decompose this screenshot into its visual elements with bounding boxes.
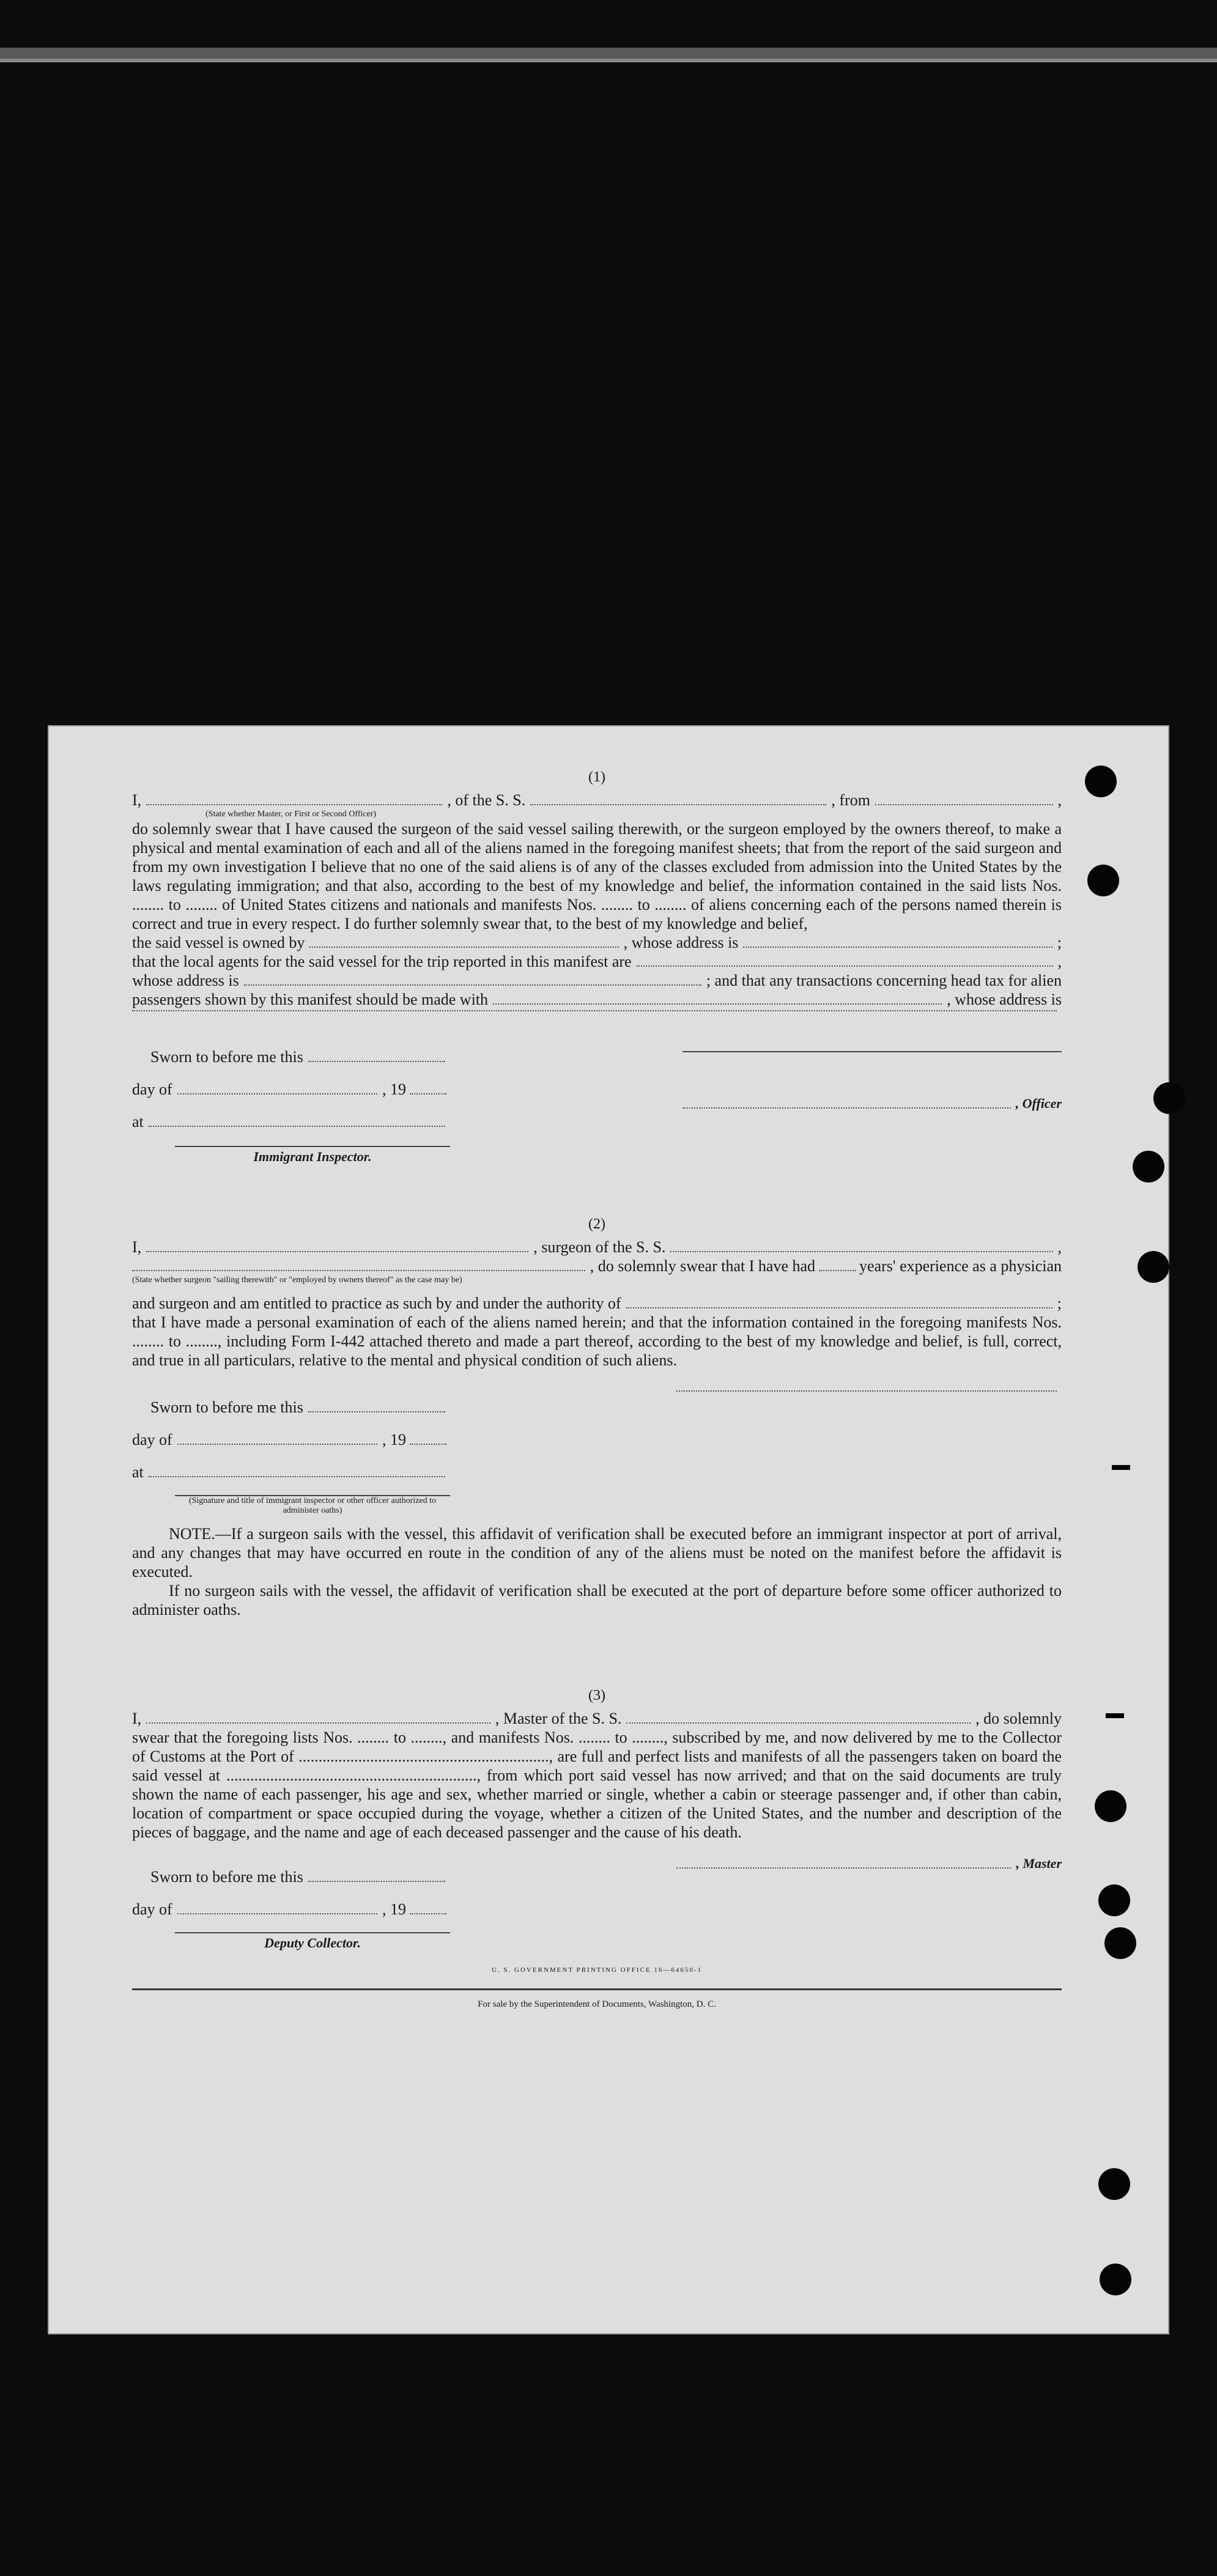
master-line xyxy=(132,1709,1062,1728)
affidavit-form xyxy=(132,764,1062,2014)
at-line xyxy=(132,1463,450,1482)
label-year: , 19 xyxy=(382,1900,406,1918)
label-of-ss: , of the S. S. xyxy=(447,791,526,809)
binder-hole xyxy=(1104,1927,1136,1959)
label-i: I, xyxy=(132,791,142,809)
agents-address-line xyxy=(132,971,1062,990)
sworn-line xyxy=(150,1867,450,1886)
officer-caption: (State whether Master, or First or Second Officer) xyxy=(205,810,377,819)
surgeon-oath-line: I, , surgeon of the S. S. , xyxy=(132,1238,1062,1256)
note-paragraph-2: If no surgeon sails with the vessel, the affidavit of verification shall be executed at the port of departure before some officer authorized to administer oaths. xyxy=(132,1582,1062,1618)
section-number: (3) xyxy=(588,1688,605,1703)
label-experience: , do solemnly swear that I have had xyxy=(590,1257,816,1275)
surgeon-caption: (State whether surgeon "sailing therewith" or "employed by owners thereof" as the case may be) xyxy=(132,1275,462,1285)
binder-hole xyxy=(1133,1151,1164,1183)
master-oath-line: I, , of the S. S. , from , xyxy=(132,791,1062,809)
officer-signature xyxy=(682,1040,1062,1166)
agents-field[interactable] xyxy=(637,965,1053,967)
years-field[interactable] xyxy=(819,1270,856,1271)
master-title: , Master xyxy=(1016,1856,1062,1871)
label-day-of: day of xyxy=(132,1080,172,1098)
note-paragraph xyxy=(132,1524,1062,1581)
label-party-address: , whose address is xyxy=(947,991,1062,1008)
label-from: , from xyxy=(831,791,870,809)
binder-hole xyxy=(1085,766,1117,797)
sworn-line xyxy=(150,1047,450,1066)
footer-rule xyxy=(132,1988,1062,1990)
surgeon-name-field[interactable] xyxy=(146,1251,528,1252)
year-field[interactable] xyxy=(410,1444,446,1445)
year-field[interactable] xyxy=(410,1913,446,1914)
passengers-line xyxy=(132,990,1062,1009)
section-number: (2) xyxy=(588,1216,605,1232)
label-i: I, xyxy=(132,1238,142,1256)
surgeon-experience-line xyxy=(132,1257,1062,1275)
label-sworn: Sworn to before me this xyxy=(150,1048,303,1066)
owner-line: the said vessel is owned by , whose address is ; xyxy=(132,934,1062,951)
film-edge-strip xyxy=(0,59,1217,62)
label-agents-address: whose address is xyxy=(132,972,239,989)
label-day-of: day of xyxy=(132,1900,172,1918)
label-surgeon-of-ss: , surgeon of the S. S. xyxy=(533,1238,666,1256)
label-sworn: Sworn to before me this xyxy=(150,1868,303,1886)
officer-caption-block xyxy=(175,1495,450,1516)
authority-line: and surgeon and am entitled to practice as such by and under the authority of ; xyxy=(132,1294,1062,1312)
head-tax-party-field[interactable] xyxy=(493,1003,942,1005)
master-vessel-field[interactable] xyxy=(626,1722,971,1724)
jurat-left xyxy=(132,1854,450,1952)
note-label: NOTE. xyxy=(169,1525,215,1543)
label-at: at xyxy=(132,1113,144,1131)
authority-field[interactable] xyxy=(626,1307,1052,1308)
label-passengers: passengers shown by this manifest should be made with xyxy=(132,991,489,1008)
officer-signature-line-1[interactable] xyxy=(682,1051,1062,1052)
master-signature xyxy=(676,1854,1062,1952)
month-field[interactable] xyxy=(177,1913,377,1914)
collector-signature xyxy=(175,1932,450,1952)
label-head-tax: ; and that any transactions concerning head tax for alien xyxy=(706,972,1062,989)
label-solemnly: , do solemnly xyxy=(975,1710,1062,1727)
master-signature-field[interactable] xyxy=(676,1867,1011,1869)
edge-mark xyxy=(1106,1713,1124,1718)
agents-address-field[interactable] xyxy=(244,984,701,986)
note-text: —If a surgeon sails with the vessel, this affidavit of verification shall be executed before an immigrant inspector at port of arrival, and any changes that may have occurred en route in the condition of any of the aliens must be noted on the manifest before the affidavit is executed. xyxy=(132,1525,1062,1581)
owner-address-field[interactable] xyxy=(743,947,1052,948)
label-at: at xyxy=(132,1463,144,1481)
officer-line xyxy=(682,1094,1062,1113)
jurat-block-1 xyxy=(132,1034,1062,1166)
surgeon-vessel-field[interactable] xyxy=(670,1251,1052,1252)
collector-title: Deputy Collector. xyxy=(264,1935,361,1950)
label-authority: and surgeon and am entitled to practice as such by and under the authority of xyxy=(132,1294,621,1312)
binder-hole xyxy=(1087,865,1119,896)
month-field[interactable] xyxy=(177,1093,377,1094)
printing-office-imprint: U. S. GOVERNMENT PRINTING OFFICE 16—64650-1 xyxy=(491,1966,702,1974)
surgeon-signature-field[interactable] xyxy=(676,1390,1057,1392)
departure-port-field[interactable] xyxy=(875,804,1053,805)
edge-mark xyxy=(1112,1465,1130,1470)
binder-hole xyxy=(1100,2264,1131,2295)
day-line xyxy=(132,1900,450,1919)
binder-hole xyxy=(1098,1884,1130,1916)
month-field[interactable] xyxy=(177,1444,377,1445)
party-address-line xyxy=(132,1010,1062,1016)
label-physician: years' experience as a physician xyxy=(859,1257,1062,1275)
party-address-field[interactable] xyxy=(132,1010,1057,1011)
binder-hole xyxy=(1095,1790,1126,1822)
officer-name-field[interactable] xyxy=(146,804,442,805)
sworn-line xyxy=(150,1398,450,1417)
label-year: , 19 xyxy=(382,1080,406,1098)
label-i: I, xyxy=(132,1710,142,1727)
master-oath-body: swear that the foregoing lists Nos. ........ to ........, and manifests Nos. ........ to ........, subscribed by me, and now delivered by me to the Collector of Customs at the Port of ..............................................................., are full and perfect lists and manifests of all the passengers taken on board the said vessel at ..............................................................., from which port said vessel has now arrived; and that on the said documents are truly shown the name of each passenger, his age and sex, whether married or single, whether a cabin or steerage passenger and, if other than cabin, location of compartment or space occupied during the voyage, whether a citizen of the United States, and the number and description of the pieces of baggage, and the name and age of each deceased passenger and the cause of his death. xyxy=(132,1729,1062,1841)
administering-officer-caption: (Signature and title of immigrant inspector or other officer authorized to administer oaths) xyxy=(188,1496,437,1515)
master-name-field[interactable] xyxy=(146,1722,490,1724)
master-signature-line xyxy=(676,1854,1062,1873)
jurat-block-3 xyxy=(132,1854,1062,1952)
inspector-title: Immigrant Inspector. xyxy=(253,1149,372,1164)
sworn-date-field[interactable] xyxy=(308,1411,445,1412)
at-line xyxy=(132,1112,450,1131)
label-master-of-ss: , Master of the S. S. xyxy=(495,1710,622,1727)
surgeon-oath-body: that I have made a personal examination of each of the aliens named herein; and that the information contained in the foregoing manifests Nos. ........ to ........, including Form I-442 attached thereto and made a part thereof, according to the best of my knowledge and belief, is full, correct, and true in all particulars, relative to the mental and physical condition of such aliens. xyxy=(132,1313,1062,1369)
label-owner-address: , whose address is xyxy=(623,934,739,951)
place-field[interactable] xyxy=(149,1126,445,1127)
year-field[interactable] xyxy=(410,1093,446,1094)
surgeon-signature xyxy=(676,1384,1062,1516)
agents-line: that the local agents for the said vessel for the trip reported in this manifest are , xyxy=(132,953,1062,970)
place-field[interactable] xyxy=(149,1476,445,1477)
label-day-of: day of xyxy=(132,1431,172,1449)
binder-hole xyxy=(1098,2168,1130,2200)
label-agents: that the local agents for the said vessel for the trip reported in this manifest are xyxy=(132,953,632,970)
sworn-date-field[interactable] xyxy=(308,1881,445,1882)
jurat-block-2 xyxy=(132,1384,1062,1516)
owner-field[interactable] xyxy=(309,947,618,948)
sale-notice: For sale by the Superintendent of Documents, Washington, D. C. xyxy=(478,1999,716,2009)
sworn-date-field[interactable] xyxy=(308,1061,445,1062)
day-line xyxy=(132,1080,450,1099)
inspector-signature xyxy=(175,1146,450,1166)
label-year: , 19 xyxy=(382,1431,406,1449)
section-number: (1) xyxy=(588,769,605,785)
officer-signature-field[interactable] xyxy=(682,1107,1011,1109)
label-sworn: Sworn to before me this xyxy=(150,1398,303,1416)
binder-hole xyxy=(1137,1251,1169,1283)
label-owned-by: the said vessel is owned by xyxy=(132,934,305,951)
oath-body: do solemnly swear that I have caused the surgeon of the said vessel sailing therewith, or the surgeon employed by the owners thereof, to make a physical and mental examination of each and all of the aliens named in the foregoing manifest sheets; that from the report of the said surgeon and from my own investigation I believe that no one of the said aliens is of any of the classes excluded from admission into the United States by the laws regulating immigration; and that also, according to the best of my knowledge and belief, the information contained in the said lists Nos. ........ to ........ of United States citizens and nationals and manifests Nos. ........ to ........ of aliens concerning each of the persons named therein is correct and true in every respect. I do further solemnly swear that, to the best of my knowledge and belief, xyxy=(132,820,1062,932)
binder-hole xyxy=(1153,1082,1185,1114)
officer-title: , Officer xyxy=(1015,1096,1062,1111)
surgeon-status-field[interactable] xyxy=(132,1270,585,1271)
jurat-left xyxy=(132,1384,450,1516)
day-line xyxy=(132,1430,450,1449)
vessel-name-field[interactable] xyxy=(530,804,826,805)
surgeon-signature-line xyxy=(676,1390,1062,1396)
jurat-left xyxy=(132,1034,450,1166)
